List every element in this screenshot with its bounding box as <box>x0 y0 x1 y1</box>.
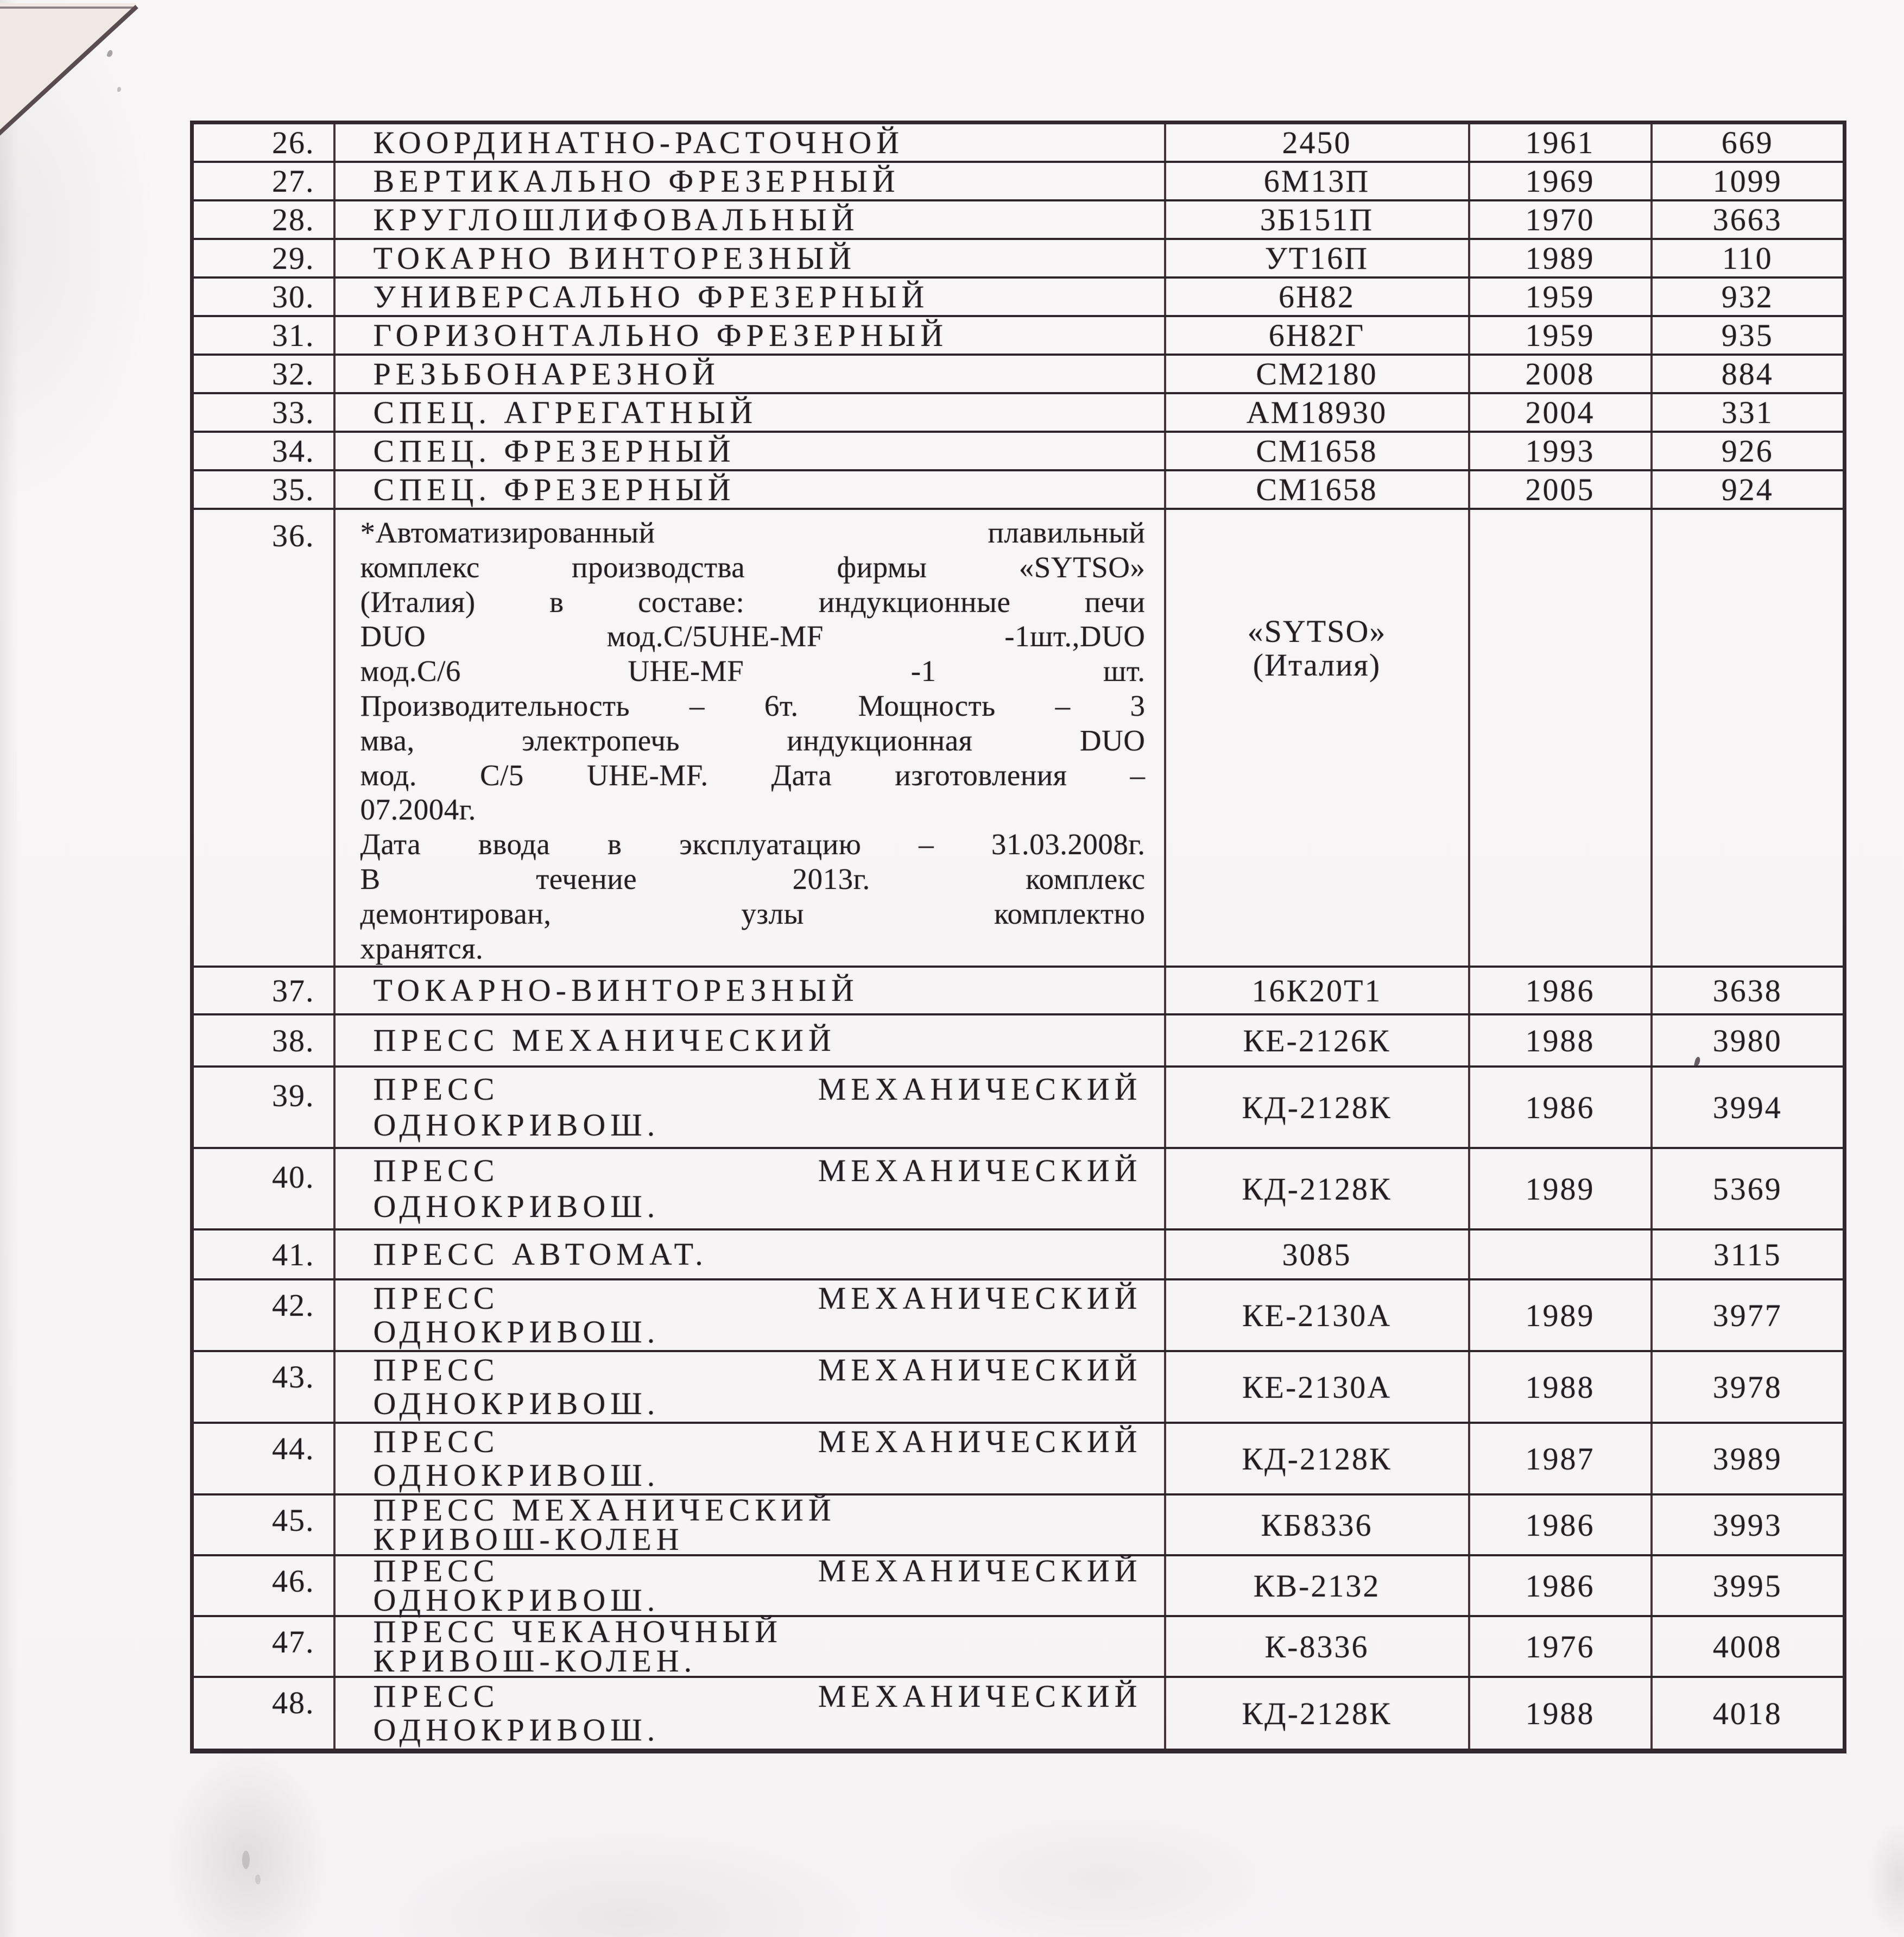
machine-name-cell: КООРДИНАТНО-РАСТОЧНОЙ <box>334 123 1165 162</box>
machine-name-cell: ПРЕСС АВТОМАТ. <box>334 1229 1165 1279</box>
table-row <box>192 967 1845 1014</box>
model-cell: УТ16П <box>1165 239 1469 277</box>
description-line: *Автоматизированный плавильный <box>360 516 1146 549</box>
table-row <box>192 1229 1845 1279</box>
machine-name-cell: ТОКАРНО-ВИНТОРЕЗНЫЙ <box>334 967 1165 1014</box>
table-row <box>192 1279 1845 1351</box>
year-cell: 1959 <box>1469 277 1652 316</box>
machine-name-cell: РЕЗЬБОНАРЕЗНОЙ <box>334 355 1165 393</box>
year-cell: 1989 <box>1469 1279 1652 1351</box>
year-cell: 1988 <box>1469 1014 1652 1067</box>
row-number-cell: 48. <box>192 1677 334 1751</box>
equipment-table <box>190 121 1846 1753</box>
inventory-number-cell: 3638 <box>1652 967 1845 1014</box>
row-number-cell: 40. <box>192 1148 334 1229</box>
machine-name-cell: ПРЕСС МЕХАНИЧЕСКИЙ ОДНОКРИВОШ. <box>334 1148 1165 1229</box>
table-row <box>192 316 1845 355</box>
inventory-number-cell: 3994 <box>1652 1067 1845 1148</box>
scan-artifact <box>242 1851 250 1869</box>
inventory-number-cell: 884 <box>1652 355 1845 393</box>
row-number-cell: 41. <box>192 1229 334 1279</box>
model-cell: 2450 <box>1165 123 1469 162</box>
row-number-cell: 45. <box>192 1494 334 1555</box>
row-number-cell: 29. <box>192 239 334 277</box>
description-line: мва, электропечь индукционная DUO <box>360 723 1146 757</box>
table-row <box>192 239 1845 277</box>
machine-name-cell: ГОРИЗОНТАЛЬНО ФРЕЗЕРНЫЙ <box>334 316 1165 355</box>
description-line: демонтирован, узлы комплектно <box>360 897 1146 930</box>
year-cell: 1976 <box>1469 1616 1652 1677</box>
machine-name-cell: ТОКАРНО ВИНТОРЕЗНЫЙ <box>334 239 1165 277</box>
year-cell: 1989 <box>1469 1148 1652 1229</box>
machine-name-cell: ПРЕСС МЕХАНИЧЕСКИЙ ОДНОКРИВОШ. <box>334 1555 1165 1616</box>
table-row <box>192 1677 1845 1751</box>
description-line: DUO мод.C/5UHE-MF -1шт.,DUO <box>360 620 1146 653</box>
row-number-cell: 30. <box>192 277 334 316</box>
year-cell: 1989 <box>1469 239 1652 277</box>
machine-name-cell: СПЕЦ. АГРЕГАТНЫЙ <box>334 393 1165 432</box>
row-number-cell: 33. <box>192 393 334 432</box>
inventory-number-cell: 3995 <box>1652 1555 1845 1616</box>
inventory-number-cell: 4008 <box>1652 1616 1845 1677</box>
row-number-cell: 32. <box>192 355 334 393</box>
machine-name-cell: ПРЕСС МЕХАНИЧЕСКИЙ КРИВОШ-КОЛЕН <box>334 1494 1165 1555</box>
table-row <box>192 355 1845 393</box>
inventory-number-cell: 1099 <box>1652 162 1845 200</box>
description-line: мод. C/5 UHE-MF. Дата изготовления – <box>360 758 1146 792</box>
row-number-cell: 36. <box>192 509 334 967</box>
inventory-number-cell: 932 <box>1652 277 1845 316</box>
description-line: хранятся. <box>360 931 484 965</box>
model-cell: КЕ-2130А <box>1165 1279 1469 1351</box>
inventory-number-cell: 926 <box>1652 432 1845 470</box>
model-cell: 3085 <box>1165 1229 1469 1279</box>
row-number-cell: 46. <box>192 1555 334 1616</box>
table-row <box>192 1014 1845 1067</box>
maker-name: «SYTSO» <box>1247 613 1387 649</box>
model-cell: 16К20Т1 <box>1165 967 1469 1014</box>
model-cell: 6Н82Г <box>1165 316 1469 355</box>
page-fold-corner <box>0 0 163 163</box>
year-cell: 2008 <box>1469 355 1652 393</box>
machine-name-cell: КРУГЛОШЛИФОВАЛЬНЫЙ <box>334 200 1165 239</box>
machine-name-cell: ПРЕСС ЧЕКАНОЧНЫЙ КРИВОШ-КОЛЕН. <box>334 1616 1165 1677</box>
model-cell: СМ2180 <box>1165 355 1469 393</box>
table-row <box>192 1423 1845 1494</box>
description-line: комплекс производства фирмы «SYTSO» <box>360 550 1146 584</box>
table-row <box>192 393 1845 432</box>
table-row <box>192 277 1845 316</box>
year-cell: 1970 <box>1469 200 1652 239</box>
table-row <box>192 200 1845 239</box>
inventory-number-cell: 935 <box>1652 316 1845 355</box>
model-cell: АМ18930 <box>1165 393 1469 432</box>
year-cell: 1988 <box>1469 1351 1652 1423</box>
model-cell: 3Б151П <box>1165 200 1469 239</box>
table-row <box>192 1351 1845 1423</box>
inventory-number-cell: 4018 <box>1652 1677 1845 1751</box>
row-number-cell: 42. <box>192 1279 334 1351</box>
model-cell: КД-2128К <box>1165 1148 1469 1229</box>
machine-name-cell: СПЕЦ. ФРЕЗЕРНЫЙ <box>334 470 1165 509</box>
row-number-cell: 28. <box>192 200 334 239</box>
year-cell: 2005 <box>1469 470 1652 509</box>
row-number-cell: 43. <box>192 1351 334 1423</box>
machine-name-cell: ПРЕСС МЕХАНИЧЕСКИЙ ОДНОКРИВОШ. <box>334 1067 1165 1148</box>
machine-name-cell: ПРЕСС МЕХАНИЧЕСКИЙ ОДНОКРИВОШ. <box>334 1351 1165 1423</box>
description-line: В течение 2013г. комплекс <box>360 862 1146 895</box>
year-cell: 1987 <box>1469 1423 1652 1494</box>
description-line: Дата ввода в эксплуатацию – 31.03.2008г. <box>360 828 1146 861</box>
inventory-number-cell: 331 <box>1652 393 1845 432</box>
model-cell: СМ1658 <box>1165 470 1469 509</box>
model-cell: КД-2128К <box>1165 1677 1469 1751</box>
year-cell: 1986 <box>1469 1555 1652 1616</box>
inventory-number-cell: 3977 <box>1652 1279 1845 1351</box>
model-cell: 6М13П <box>1165 162 1469 200</box>
inventory-number-cell: 3980 <box>1652 1014 1845 1067</box>
year-cell: 1959 <box>1469 316 1652 355</box>
table-row <box>192 1067 1845 1148</box>
row-number-cell: 27. <box>192 162 334 200</box>
scan-artifact <box>117 87 121 92</box>
machine-name-cell: ВЕРТИКАЛЬНО ФРЕЗЕРНЫЙ <box>334 162 1165 200</box>
model-cell: КБ8336 <box>1165 1494 1469 1555</box>
inventory-number-cell: 3993 <box>1652 1494 1845 1555</box>
machine-name-cell: ПРЕСС МЕХАНИЧЕСКИЙ <box>334 1014 1165 1067</box>
year-cell <box>1469 1229 1652 1279</box>
model-cell: КД-2128К <box>1165 1067 1469 1148</box>
table-row <box>192 1555 1845 1616</box>
inventory-number-cell: 924 <box>1652 470 1845 509</box>
machine-name-cell: УНИВЕРСАЛЬНО ФРЕЗЕРНЫЙ <box>334 277 1165 316</box>
model-cell: КЕ-2130А <box>1165 1351 1469 1423</box>
row-number-cell: 31. <box>192 316 334 355</box>
machine-name-cell: ПРЕСС МЕХАНИЧЕСКИЙ ОДНОКРИВОШ. <box>334 1279 1165 1351</box>
year-cell: 1986 <box>1469 1067 1652 1148</box>
year-cell: 1988 <box>1469 1677 1652 1751</box>
machine-name-cell: ПРЕСС МЕХАНИЧЕСКИЙ ОДНОКРИВОШ. <box>334 1677 1165 1751</box>
year-cell: 1993 <box>1469 432 1652 470</box>
row-number-cell: 38. <box>192 1014 334 1067</box>
inventory-number-cell: 5369 <box>1652 1148 1845 1229</box>
inventory-number-cell: 669 <box>1652 123 1845 162</box>
scan-artifact <box>255 1875 261 1884</box>
table-row <box>192 123 1845 162</box>
inventory-number-cell: 110 <box>1652 239 1845 277</box>
table-row <box>192 509 1845 967</box>
table-row <box>192 470 1845 509</box>
table-row <box>192 432 1845 470</box>
model-cell: КД-2128К <box>1165 1423 1469 1494</box>
year-cell: 1986 <box>1469 1494 1652 1555</box>
inventory-number-cell: 3115 <box>1652 1229 1845 1279</box>
row-number-cell: 34. <box>192 432 334 470</box>
model-cell: 6Н82 <box>1165 277 1469 316</box>
model-cell <box>1165 509 1469 967</box>
inventory-number-cell <box>1652 509 1845 967</box>
table-row <box>192 1616 1845 1677</box>
row-number-cell: 39. <box>192 1067 334 1148</box>
model-cell: КЕ-2126К <box>1165 1014 1469 1067</box>
description-line: (Италия) в составе: индукционные печи <box>360 585 1146 619</box>
description-line: 07.2004г. <box>360 793 476 826</box>
description-line: мод.C/6 UHE-MF -1 шт. <box>360 654 1146 688</box>
year-cell <box>1469 509 1652 967</box>
inventory-number-cell: 3978 <box>1652 1351 1845 1423</box>
row-number-cell: 35. <box>192 470 334 509</box>
model-cell: К-8336 <box>1165 1616 1469 1677</box>
row-number-cell: 47. <box>192 1616 334 1677</box>
machine-name-cell: СПЕЦ. ФРЕЗЕРНЫЙ <box>334 432 1165 470</box>
melting-complex-description-cell <box>334 509 1165 967</box>
row-number-cell: 44. <box>192 1423 334 1494</box>
table-row <box>192 1494 1845 1555</box>
year-cell: 1961 <box>1469 123 1652 162</box>
model-cell: КВ-2132 <box>1165 1555 1469 1616</box>
row-number-cell: 26. <box>192 123 334 162</box>
year-cell: 1986 <box>1469 967 1652 1014</box>
year-cell: 2004 <box>1469 393 1652 432</box>
description-line: Производительность – 6т. Мощность – 3 <box>360 689 1146 722</box>
table-row <box>192 162 1845 200</box>
inventory-number-cell: 3989 <box>1652 1423 1845 1494</box>
inventory-number-cell: 3663 <box>1652 200 1845 239</box>
maker-country: (Италия) <box>1253 647 1381 683</box>
table-row <box>192 1148 1845 1229</box>
model-cell: СМ1658 <box>1165 432 1469 470</box>
row-number-cell: 37. <box>192 967 334 1014</box>
machine-name-cell: ПРЕСС МЕХАНИЧЕСКИЙ ОДНОКРИВОШ. <box>334 1423 1165 1494</box>
year-cell: 1969 <box>1469 162 1652 200</box>
